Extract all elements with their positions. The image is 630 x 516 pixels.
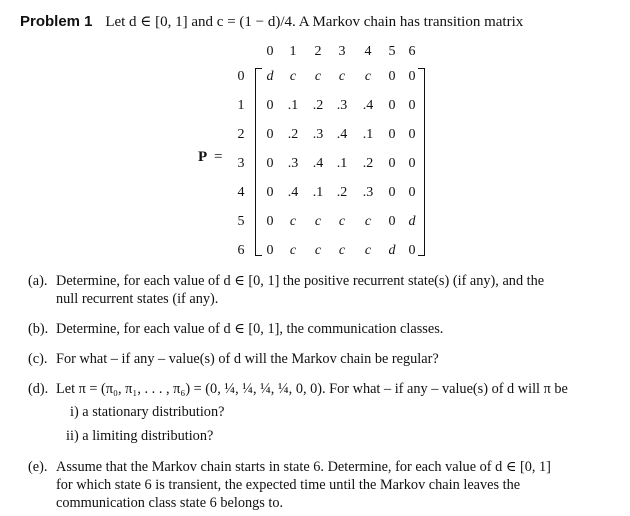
problem-intro-text: Let d ∈ [0, 1] and c = (1 − d)/4. A Markov chain has transition matrix xyxy=(105,14,524,30)
matrix-cell: .4 xyxy=(312,156,324,171)
part-d-line1: Let π = (π₀, π₁, . . . , π₆) = (0, ¼, ¼, ¼, ¼, 0, 0). For what – if any – value(s) of d will π be xyxy=(56,381,568,397)
matrix-cell: 0 xyxy=(408,69,416,84)
matrix-row-header: 2 xyxy=(237,127,245,142)
matrix-row-header: 4 xyxy=(237,185,245,200)
matrix-cell: d xyxy=(408,214,416,229)
matrix-cell: .1 xyxy=(312,185,324,200)
part-e-line1: Assume that the Markov chain starts in state 6. Determine, for each value of d ∈ [0, 1] xyxy=(56,459,551,475)
part-a xyxy=(28,272,608,308)
matrix-cell: .1 xyxy=(362,127,374,142)
part-c-line1: For what – if any – value(s) of d will the Markov chain be regular? xyxy=(56,351,439,367)
matrix-cell: .2 xyxy=(287,127,299,142)
matrix-cell: .3 xyxy=(312,127,324,142)
matrix-cell: c xyxy=(338,243,346,258)
part-b-label: (b). xyxy=(28,321,49,337)
matrix-cell: c xyxy=(364,243,372,258)
matrix-cell: .2 xyxy=(336,185,348,200)
matrix-cell: .2 xyxy=(312,98,324,113)
matrix-cell: 0 xyxy=(408,127,416,142)
matrix-col-header: 0 xyxy=(266,44,274,59)
matrix-cell: 0 xyxy=(266,98,274,113)
matrix-cell: d xyxy=(266,69,274,84)
matrix-cell: 0 xyxy=(388,69,396,84)
matrix-row-header: 1 xyxy=(237,98,245,113)
matrix-row-header: 0 xyxy=(237,69,245,84)
part-e-label: (e). xyxy=(28,459,48,475)
part-d-sub-i: i) a stationary distribution? xyxy=(70,404,225,420)
matrix-cell: .4 xyxy=(336,127,348,142)
matrix-cell: 0 xyxy=(388,156,396,171)
part-e-line3: communication class state 6 belongs to. xyxy=(56,495,284,511)
matrix-cell: 0 xyxy=(266,156,274,171)
matrix-cell: 0 xyxy=(408,156,416,171)
matrix-col-header: 6 xyxy=(408,44,416,59)
matrix-cell: .3 xyxy=(287,156,299,171)
part-c xyxy=(28,350,608,368)
matrix-cell: c xyxy=(289,243,297,258)
part-e xyxy=(28,458,608,512)
matrix-cell: c xyxy=(364,214,372,229)
matrix-cell: .1 xyxy=(287,98,299,113)
matrix-row-header: 5 xyxy=(237,214,245,229)
matrix-cell: c xyxy=(289,214,297,229)
part-d xyxy=(28,380,608,398)
matrix-cell: 0 xyxy=(388,127,396,142)
matrix-cell: c xyxy=(314,69,322,84)
part-a-line1: Determine, for each value of d ∈ [0, 1] the positive recurrent state(s) (if any), and the xyxy=(56,273,545,289)
part-d-label: (d). xyxy=(28,381,49,397)
matrix-cell: 0 xyxy=(408,243,416,258)
matrix-cell: 0 xyxy=(266,127,274,142)
matrix-cell: c xyxy=(338,69,346,84)
matrix-cell: .4 xyxy=(362,98,374,113)
part-a-line2: null recurrent states (if any). xyxy=(56,291,219,307)
matrix-row-header: 6 xyxy=(237,243,245,258)
matrix-cell: 0 xyxy=(388,214,396,229)
matrix-cell: c xyxy=(338,214,346,229)
matrix-cell: c xyxy=(289,69,297,84)
matrix-cell: 0 xyxy=(388,98,396,113)
matrix-cell: .3 xyxy=(362,185,374,200)
part-d-sub-ii: ii) a limiting distribution? xyxy=(66,428,214,444)
part-b-line1: Determine, for each value of d ∈ [0, 1], the communication classes. xyxy=(56,321,444,337)
matrix-cell: 0 xyxy=(266,214,274,229)
matrix-col-header: 5 xyxy=(388,44,396,59)
matrix-row-header: 3 xyxy=(237,156,245,171)
part-b xyxy=(28,320,608,338)
matrix-cell: .3 xyxy=(336,98,348,113)
matrix-col-header: 3 xyxy=(338,44,346,59)
matrix-cell: d xyxy=(388,243,396,258)
matrix-cell: .4 xyxy=(287,185,299,200)
matrix-cell: c xyxy=(314,214,322,229)
part-a-label: (a). xyxy=(28,273,48,289)
matrix-cell: c xyxy=(314,243,322,258)
matrix-cell: .1 xyxy=(336,156,348,171)
matrix-cell: 0 xyxy=(266,243,274,258)
matrix-cell: 0 xyxy=(408,185,416,200)
matrix-cell: 0 xyxy=(388,185,396,200)
matrix-cell: 0 xyxy=(408,98,416,113)
matrix-col-header: 1 xyxy=(289,44,297,59)
part-e-line2: for which state 6 is transient, the expected time until the Markov chain leaves the xyxy=(56,477,521,493)
matrix-col-header: 4 xyxy=(364,44,372,59)
matrix-cell: .2 xyxy=(362,156,374,171)
matrix-name: P xyxy=(198,149,208,165)
matrix-cell: c xyxy=(364,69,372,84)
part-c-label: (c). xyxy=(28,351,48,367)
matrix-equals-sign: = xyxy=(214,149,223,165)
problem-label: Problem 1 xyxy=(20,13,93,30)
matrix-col-header: 2 xyxy=(314,44,322,59)
matrix-cell: 0 xyxy=(266,185,274,200)
